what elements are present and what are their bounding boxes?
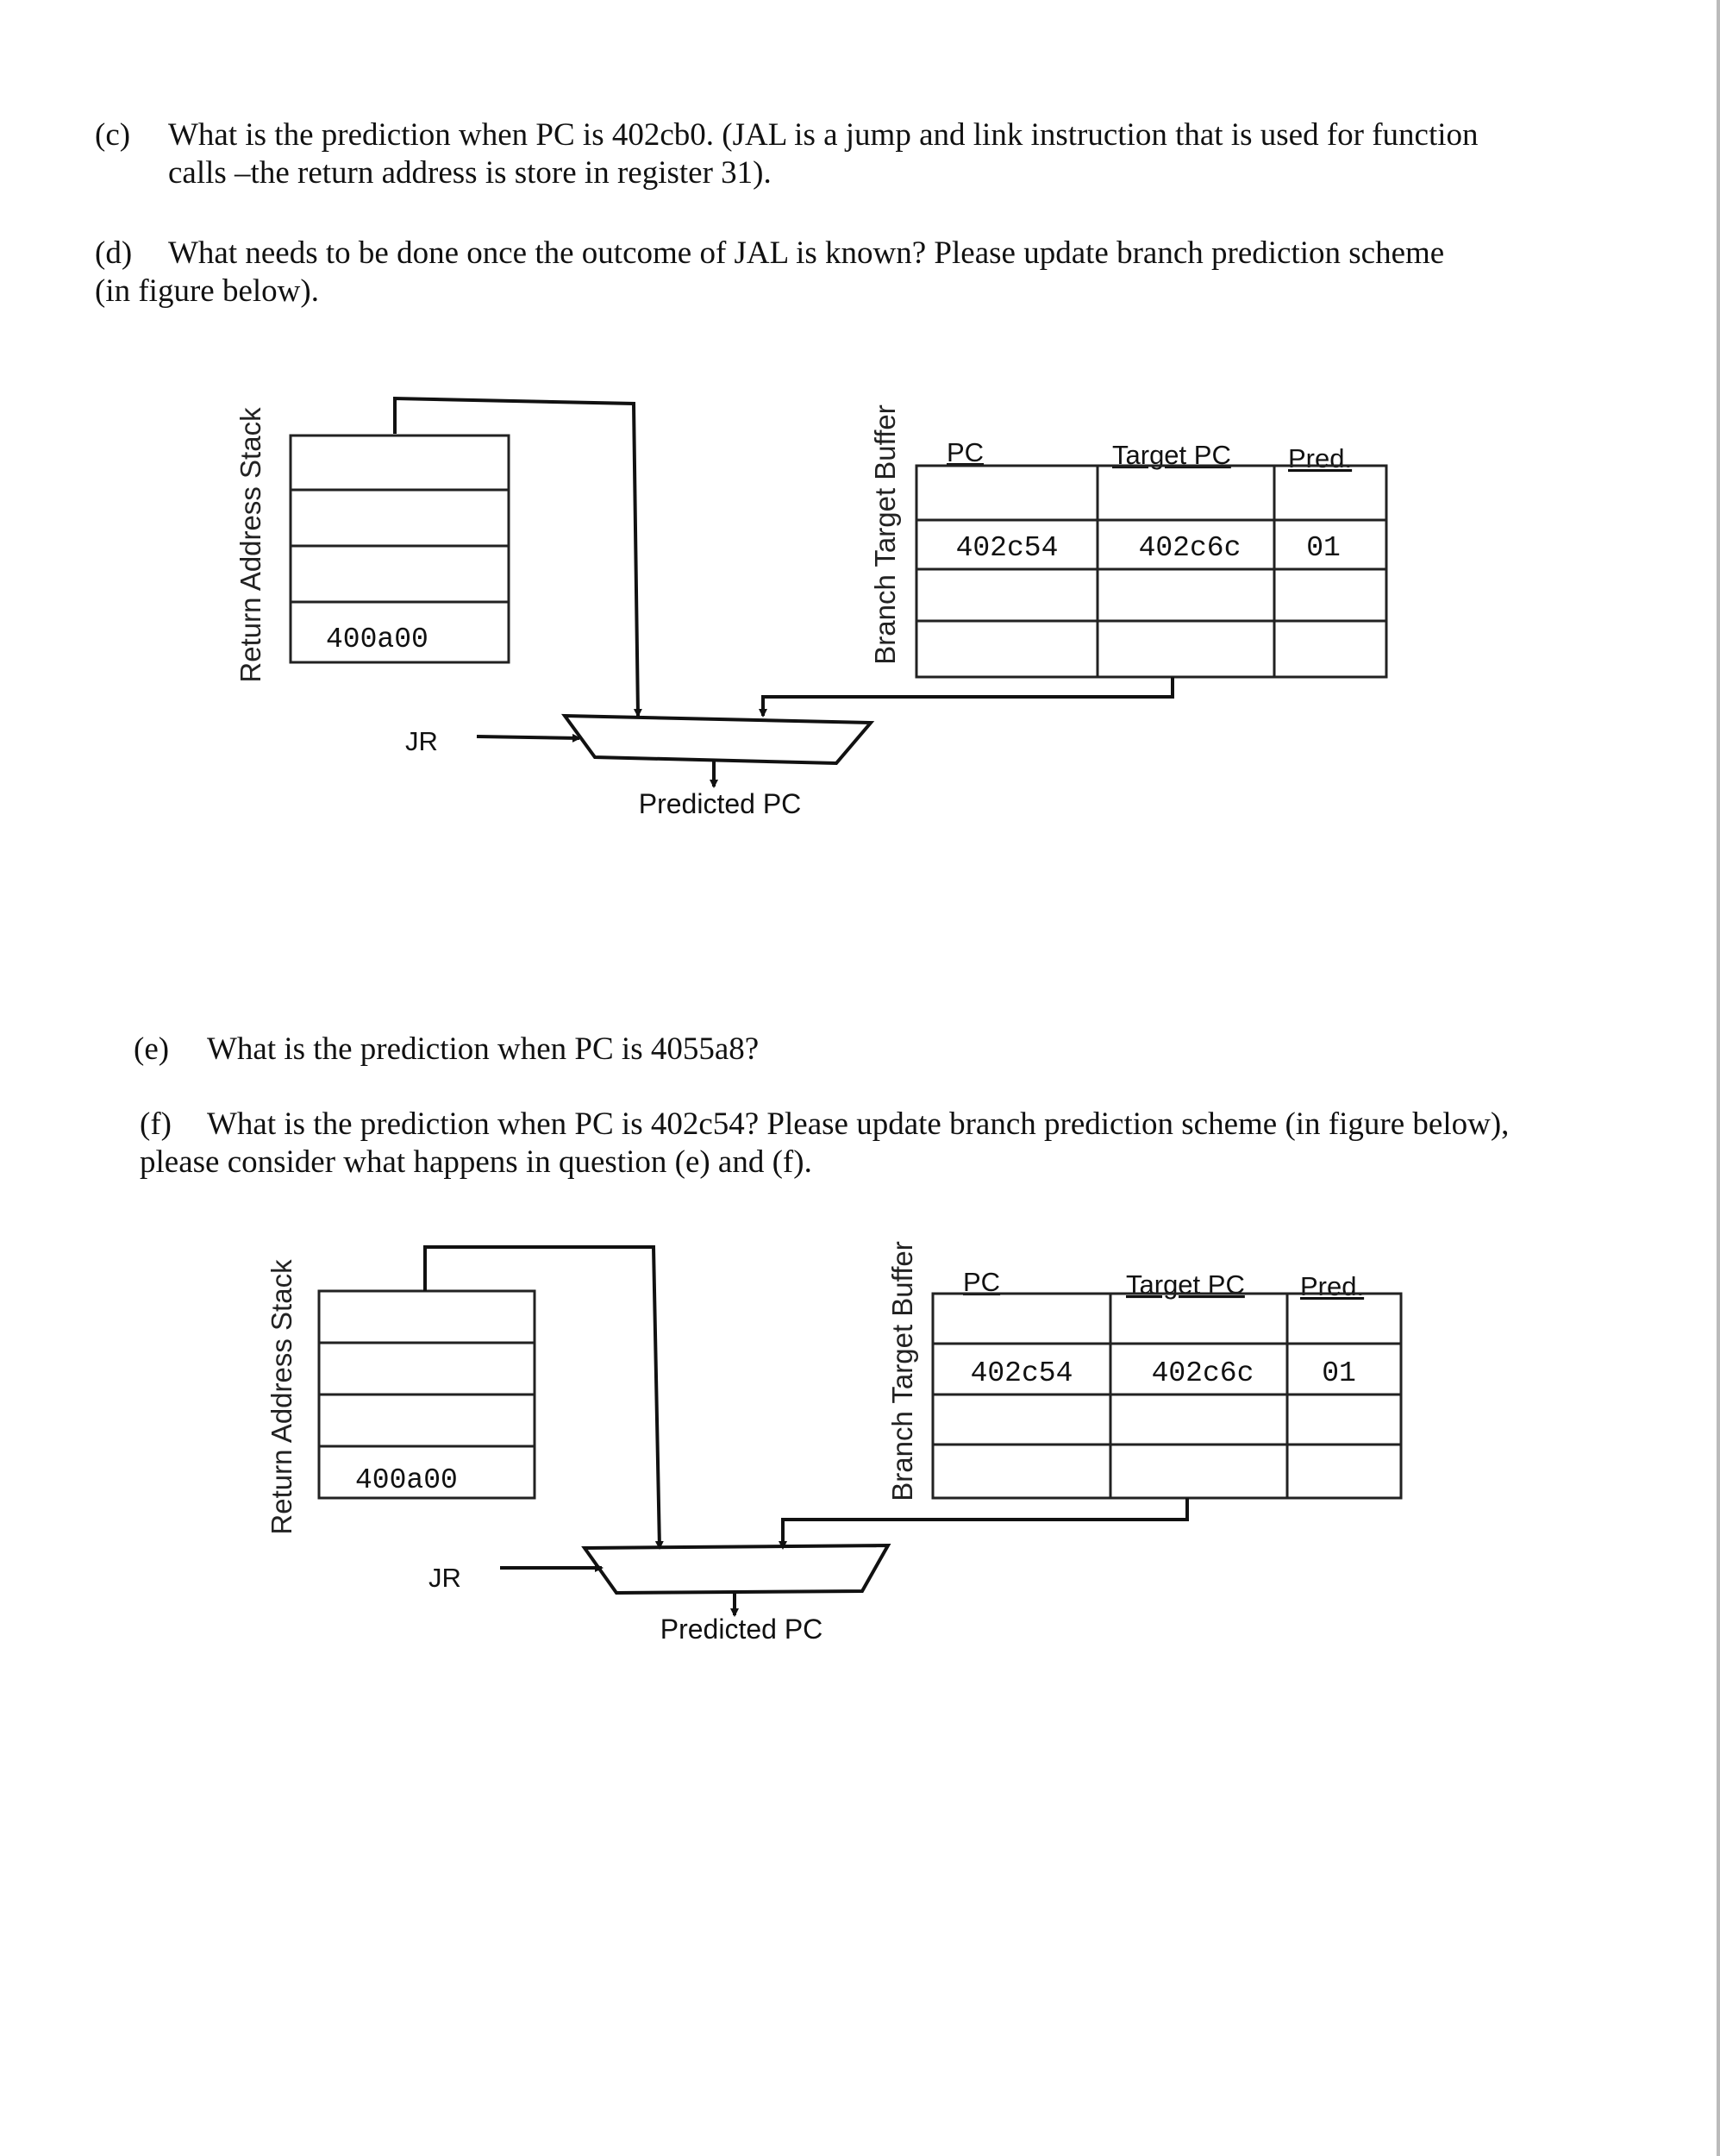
fig2-ras-label: Return Address Stack	[266, 1259, 297, 1535]
fig1-ras-connector	[395, 398, 638, 716]
question-e-line1: What is the prediction when PC is 4055a8?	[207, 1031, 760, 1067]
fig2-btb-cell-pred: 01	[1322, 1357, 1356, 1389]
fig2-jr-label: JR	[428, 1563, 461, 1593]
question-f-line2: please consider what happens in question (e) and (f).	[140, 1144, 812, 1180]
fig2-btb-table	[933, 1294, 1401, 1498]
question-c-line1: What is the prediction when PC is 402cb0. (JAL is a jump and link instruction that is used for function	[168, 117, 1479, 153]
question-f	[140, 1106, 1536, 1181]
fig2-ras-box	[319, 1291, 535, 1498]
question-d-line1: What needs to be done once the outcome of JAL is known? Please update branch prediction scheme	[168, 235, 1445, 271]
fig1-jr-label: JR	[405, 726, 438, 756]
fig1-mux	[565, 716, 871, 763]
question-d-line2: (in figure below).	[95, 273, 319, 309]
fig1-btb-label: Branch Target Buffer	[869, 404, 901, 665]
fig2-mux	[585, 1545, 888, 1593]
fig1-btb-cell-target: 402c6c	[1138, 532, 1242, 564]
fig1-btb-header-pred: Pred.	[1288, 443, 1353, 473]
question-e	[134, 1031, 1513, 1069]
question-f-label: (f)	[140, 1106, 172, 1142]
fig1-ras-label: Return Address Stack	[235, 407, 266, 683]
fig2-predicted-pc-label: Predicted PC	[660, 1614, 823, 1645]
fig1-btb-cell-pred: 01	[1306, 532, 1341, 564]
fig1-ras-entry: 400a00	[326, 624, 428, 655]
fig2-btb-cell-pc: 402c54	[970, 1357, 1073, 1389]
fig1-btb-cell-pc: 402c54	[955, 532, 1059, 564]
question-d-label: (d)	[95, 235, 133, 271]
fig2-ras-entry: 400a00	[355, 1464, 458, 1496]
fig2-btb-label: Branch Target Buffer	[886, 1241, 918, 1501]
fig1-btb-table	[916, 466, 1386, 677]
fig2-ras-connector	[425, 1247, 660, 1548]
fig2-btb-connector	[783, 1498, 1187, 1548]
fig1-btb-header-pc: PC	[947, 437, 985, 467]
fig1-predicted-pc-label: Predicted PC	[638, 788, 802, 819]
figure-1-branch-prediction	[0, 0, 1720, 862]
fig2-btb-header-pc: PC	[963, 1267, 1001, 1297]
question-e-label: (e)	[134, 1031, 170, 1067]
question-f-line1: What is the prediction when PC is 402c54? Please update branch prediction scheme (in figure below),	[207, 1106, 1510, 1142]
fig2-btb-header-pred: Pred.	[1300, 1271, 1365, 1301]
question-c-label: (c)	[95, 117, 131, 153]
fig2-btb-cell-target: 402c6c	[1151, 1357, 1254, 1389]
fig1-btb-connector	[763, 677, 1173, 716]
fig1-btb-header-target: Target PC	[1112, 440, 1231, 470]
fig1-jr-arrow	[477, 736, 579, 738]
question-c-line2: calls –the return address is store in register 31).	[168, 155, 772, 191]
fig2-btb-header-target: Target PC	[1126, 1269, 1245, 1300]
